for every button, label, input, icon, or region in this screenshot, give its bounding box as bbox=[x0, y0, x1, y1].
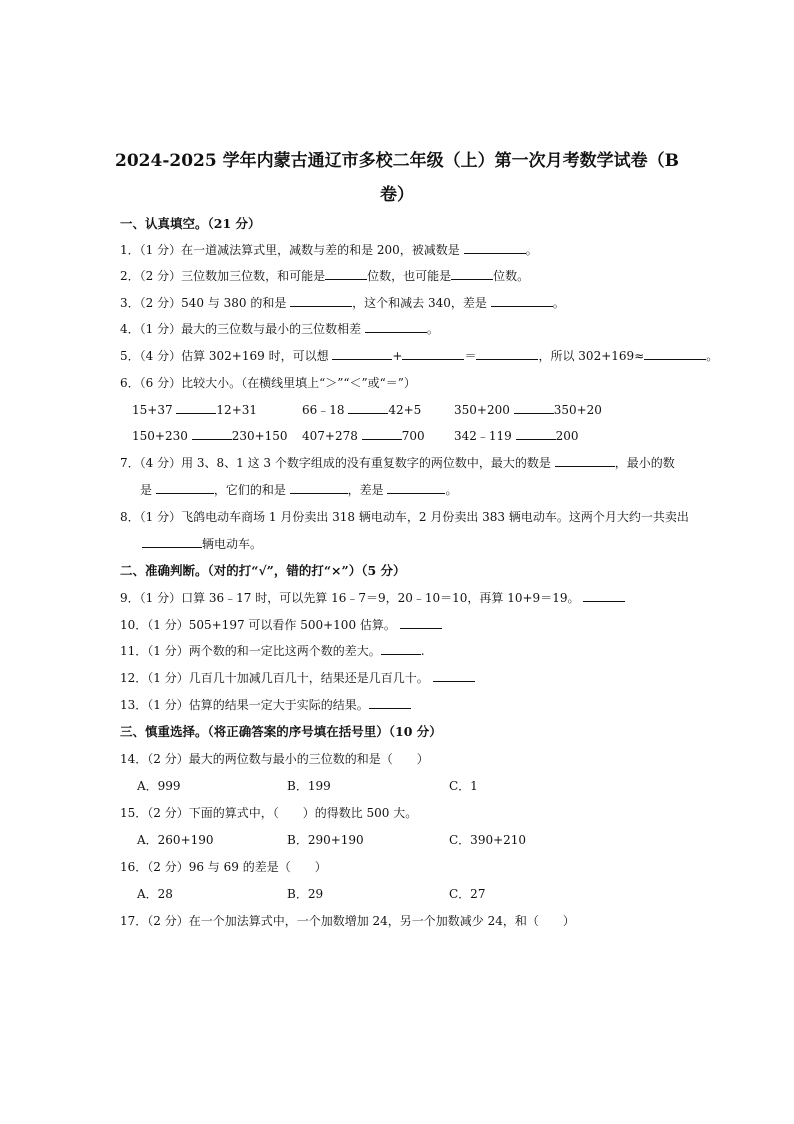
answer-blank[interactable] bbox=[156, 482, 214, 494]
q4-text: 4．（1 分）最大的三位数与最小的三位数相差 bbox=[120, 322, 365, 336]
answer-blank[interactable] bbox=[491, 295, 553, 307]
section-fill-in: 一、认真填空。（21 分） bbox=[120, 216, 261, 231]
option-b[interactable]: B．199 bbox=[287, 779, 331, 793]
answer-blank[interactable] bbox=[369, 697, 411, 709]
q5-equals: ＝ bbox=[464, 349, 477, 363]
q2-mid: 位数，也可能是 bbox=[367, 269, 452, 283]
compare-right: 12+31 bbox=[216, 403, 258, 417]
q11-text: 11．（1 分）两个数的和一定比这两个数的差大。 bbox=[120, 644, 381, 658]
question-11 bbox=[120, 643, 425, 659]
question-15: 15．（2 分）下面的算式中，（ ）的得数比 500 大。 bbox=[120, 806, 418, 820]
q7-text: 7．（4 分）用 3、8、1 这 3 个数字组成的没有重复数字的两位数中，最大的数是 bbox=[120, 456, 555, 470]
q7-mid: ，最小的数 bbox=[614, 456, 675, 470]
q5-approx: ，所以 302+169≈ bbox=[538, 349, 645, 363]
option-a[interactable]: A．260+190 bbox=[137, 833, 214, 847]
q11-end: . bbox=[420, 644, 425, 658]
q1-text: 1．（1 分）在一道减法算式里，减数与差的和是 200，被减数是 bbox=[120, 243, 464, 257]
compare-item bbox=[454, 428, 579, 444]
question-12 bbox=[120, 670, 475, 686]
compare-left: 66﹣18 bbox=[302, 403, 349, 417]
q5-end: 。 bbox=[706, 349, 719, 363]
answer-blank[interactable] bbox=[142, 536, 202, 548]
q3-end: 。 bbox=[552, 296, 565, 310]
q12-text: 12．（1 分）几百几十加减几百几十，结果还是几百几十。 bbox=[120, 671, 433, 685]
answer-blank[interactable] bbox=[348, 402, 388, 414]
answer-blank[interactable] bbox=[176, 402, 216, 414]
compare-item bbox=[302, 428, 425, 444]
q8-end: 辆电动车。 bbox=[202, 537, 263, 551]
option-a[interactable]: A．999 bbox=[137, 779, 181, 793]
q2-end: 位数。 bbox=[493, 269, 530, 283]
q7-is: 是 bbox=[140, 483, 156, 497]
answer-blank[interactable] bbox=[290, 295, 352, 307]
question-2 bbox=[120, 268, 529, 284]
answer-blank[interactable] bbox=[451, 268, 493, 280]
compare-right: 42+5 bbox=[388, 403, 422, 417]
answer-blank[interactable] bbox=[290, 482, 348, 494]
answer-blank[interactable] bbox=[433, 670, 475, 682]
q13-text: 13．（1 分）估算的结果一定大于实际的结果。 bbox=[120, 698, 369, 712]
compare-item bbox=[454, 402, 602, 418]
q5-text: 5．（4 分）估算 302+169 时，可以想 bbox=[120, 349, 333, 363]
compare-left: 407+278 bbox=[302, 429, 362, 443]
q2-text: 2．（2 分）三位数加三位数，和可能是 bbox=[120, 269, 326, 283]
answer-blank[interactable] bbox=[516, 428, 556, 440]
question-1 bbox=[120, 242, 538, 258]
q5-plus: + bbox=[392, 349, 403, 363]
exam-title-line1: 2024-2025 学年内蒙古通辽市多校二年级（上）第一次月考数学试卷（B bbox=[115, 151, 679, 171]
compare-left: 350+200 bbox=[454, 403, 514, 417]
q3-mid: ，这个和减去 340，差是 bbox=[352, 296, 491, 310]
q3-text: 3．（2 分）540 与 380 的和是 bbox=[120, 296, 291, 310]
compare-item bbox=[132, 428, 288, 444]
question-8: 8．（1 分）飞鸽电动车商场 1 月份卖出 318 辆电动车，2 月份卖出 383 辆电动车。这两个月大约一共卖出 bbox=[120, 510, 689, 524]
q7-end: 。 bbox=[445, 483, 458, 497]
answer-blank[interactable] bbox=[362, 428, 402, 440]
question-7 bbox=[120, 455, 675, 471]
answer-blank[interactable] bbox=[644, 348, 706, 360]
q9-text: 9．（1 分）口算 36﹣17 时，可以先算 16﹣7＝9，20﹣10＝10，再算 10+9＝19。 bbox=[120, 591, 584, 605]
option-b[interactable]: B．29 bbox=[287, 887, 324, 901]
answer-blank[interactable] bbox=[332, 348, 392, 360]
compare-right: 230+150 bbox=[231, 429, 288, 443]
question-3 bbox=[120, 295, 565, 311]
question-10 bbox=[120, 617, 442, 633]
answer-blank[interactable] bbox=[365, 321, 427, 333]
option-c[interactable]: C．1 bbox=[449, 779, 478, 793]
option-c[interactable]: C．390+210 bbox=[449, 833, 527, 847]
question-5 bbox=[120, 348, 718, 364]
section-choice: 三、慎重选择。（将正确答案的序号填在括号里）（10 分） bbox=[120, 724, 442, 739]
answer-blank[interactable] bbox=[476, 348, 538, 360]
question-6: 6．（6 分）比较大小。（在横线里填上“＞”“＜”或“＝”） bbox=[120, 376, 416, 390]
answer-blank[interactable] bbox=[381, 643, 421, 655]
answer-blank[interactable] bbox=[192, 428, 232, 440]
option-b[interactable]: B．290+190 bbox=[287, 833, 364, 847]
compare-right: 700 bbox=[401, 429, 425, 443]
q7-sum: ，它们的和是 bbox=[213, 483, 290, 497]
question-4 bbox=[120, 321, 439, 337]
compare-left: 342﹣119 bbox=[454, 429, 516, 443]
answer-blank[interactable] bbox=[387, 482, 445, 494]
question-8-cont bbox=[142, 536, 262, 552]
answer-blank[interactable] bbox=[514, 402, 554, 414]
compare-left: 150+230 bbox=[132, 429, 192, 443]
q10-text: 10．（1 分）505+197 可以看作 500+100 估算。 bbox=[120, 618, 400, 632]
question-17: 17．（2 分）在一个加法算式中，一个加数增加 24，另一个加数减少 24，和（ ） bbox=[120, 914, 575, 928]
compare-right: 350+20 bbox=[553, 403, 602, 417]
q7-diff: ，差是 bbox=[347, 483, 388, 497]
option-a[interactable]: A．28 bbox=[137, 887, 173, 901]
question-16: 16．（2 分）96 与 69 的差是（ ） bbox=[120, 860, 327, 874]
exam-title-line2: 卷） bbox=[380, 185, 414, 205]
answer-blank[interactable] bbox=[464, 242, 526, 254]
question-13 bbox=[120, 697, 411, 713]
q1-end: 。 bbox=[525, 243, 538, 257]
answer-blank[interactable] bbox=[583, 590, 625, 602]
section-judgment: 二、准确判断。（对的打“√”，错的打“×”）（5 分） bbox=[120, 563, 406, 578]
answer-blank[interactable] bbox=[555, 455, 615, 467]
compare-item bbox=[132, 402, 257, 418]
answer-blank[interactable] bbox=[400, 617, 442, 629]
answer-blank[interactable] bbox=[325, 268, 367, 280]
question-14: 14．（2 分）最大的两位数与最小的三位数的和是（ ） bbox=[120, 752, 429, 766]
question-9 bbox=[120, 590, 625, 606]
compare-left: 15+37 bbox=[132, 403, 177, 417]
compare-right: 200 bbox=[555, 429, 579, 443]
compare-item bbox=[302, 402, 421, 418]
q4-end: 。 bbox=[426, 322, 439, 336]
option-c[interactable]: C．27 bbox=[449, 887, 486, 901]
question-7-cont bbox=[140, 482, 458, 498]
answer-blank[interactable] bbox=[402, 348, 464, 360]
